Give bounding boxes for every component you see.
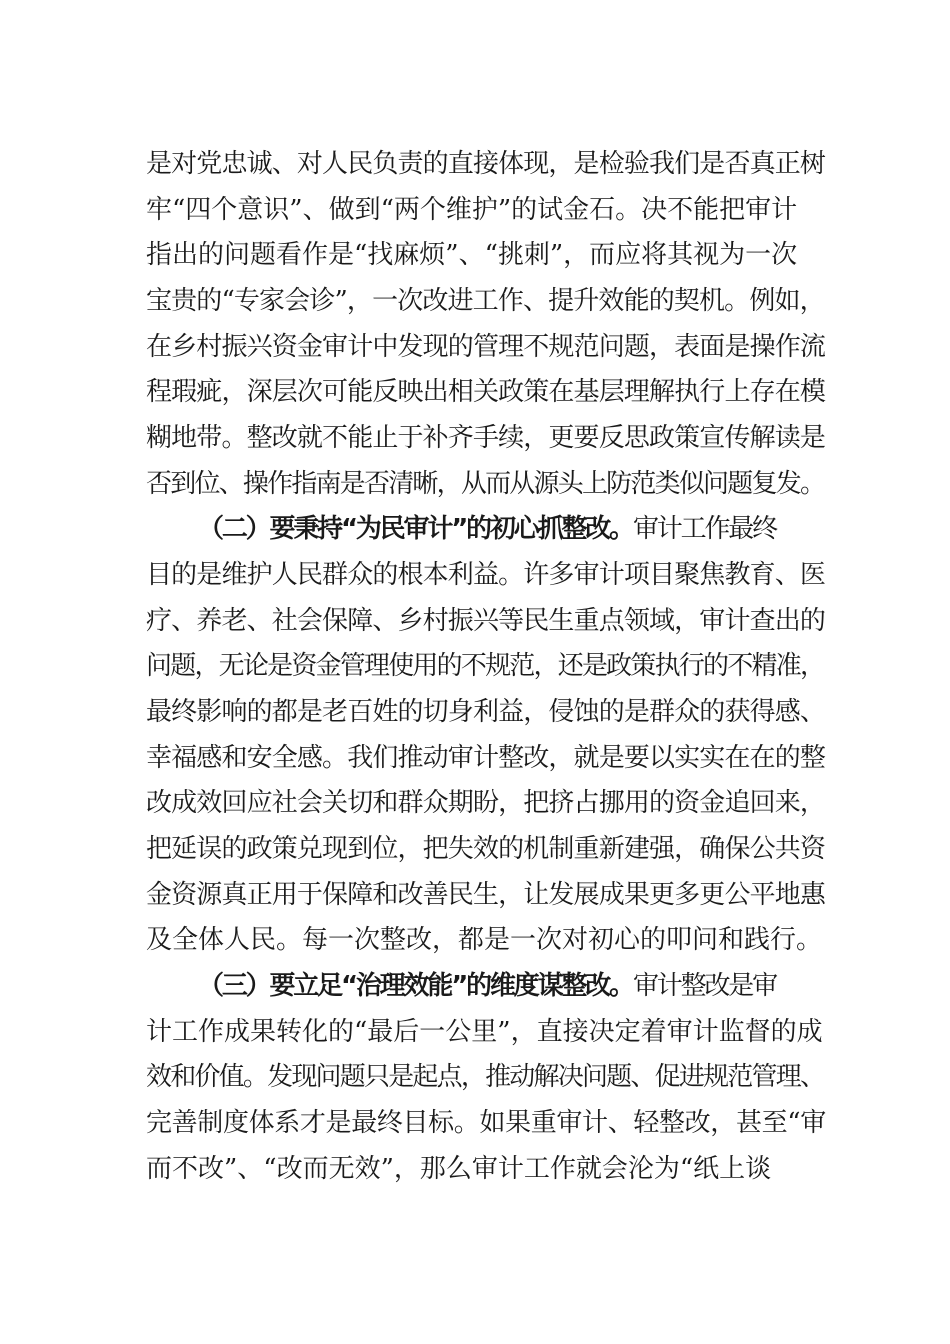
section-2-heading: （二）要秉持“为民审计”的初心抓整改。 bbox=[198, 514, 633, 544]
body-line: 计工作成果转化的“最后一公里”，直接决定着审计监督的成 bbox=[146, 1017, 823, 1047]
body-line: 金资源真正用于保障和改善民生，让发展成果更多更公平地惠 bbox=[146, 880, 826, 910]
section-3-lead: 审计整改是审 bbox=[632, 971, 776, 1001]
body-line: 是对党忠诚、对人民负责的直接体现，是检验我们是否真正树 bbox=[146, 149, 826, 179]
body-line: 效和价值。发现问题只是起点，推动解决问题、促进规范管理、 bbox=[146, 1062, 825, 1092]
body-line: 牢“四个意识”、做到“两个维护”的试金石。决不能把审计 bbox=[146, 195, 798, 225]
body-line: 改成效回应社会关切和群众期盼，把挤占挪用的资金追回来， bbox=[146, 788, 826, 818]
body-line: 及全体人民。每一次整改，都是一次对初心的叩问和践行。 bbox=[146, 925, 823, 955]
body-line: 最终影响的都是老百姓的切身利益，侵蚀的是群众的获得感、 bbox=[146, 697, 826, 727]
section-2-first-line bbox=[198, 512, 878, 546]
body-line: 在乡村振兴资金审计中发现的管理不规范问题，表面是操作流 bbox=[146, 332, 826, 362]
body-line: 程瑕疵，深层次可能反映出相关政策在基层理解执行上存在模 bbox=[146, 377, 826, 407]
body-line: 宝贵的“专家会诊”，一次改进工作、提升效能的契机。例如， bbox=[146, 286, 825, 316]
body-line: 疗、养老、社会保障、乡村振兴等民生重点领域，审计查出的 bbox=[146, 606, 826, 636]
body-line: 把延误的政策兑现到位，把失效的机制重新建强，确保公共资 bbox=[146, 834, 826, 864]
body-line: 问题，无论是资金管理使用的不规范，还是政策执行的不精准， bbox=[146, 651, 825, 681]
body-line: 完善制度体系才是最终目标。如果重审计、轻整改，甚至“审 bbox=[146, 1108, 826, 1138]
body-line: 否到位、操作指南是否清晰，从而从源头上防范类似问题复发。 bbox=[146, 469, 825, 499]
body-line: 糊地带。整改就不能止于补齐手续，更要反思政策宣传解读是 bbox=[146, 423, 826, 453]
section-2-lead: 审计工作最终 bbox=[632, 514, 776, 544]
body-line: 目的是维护人民群众的根本利益。许多审计项目聚焦教育、医 bbox=[146, 560, 826, 590]
body-line: 幸福感和安全感。我们推动审计整改，就是要以实实在在的整 bbox=[146, 743, 826, 773]
section-3-heading: （三）要立足“治理效能”的维度谋整改。 bbox=[198, 971, 633, 1001]
section-3-first-line bbox=[198, 969, 878, 1003]
body-line: 指出的问题看作是“找麻烦”、“挑刺”，而应将其视为一次 bbox=[146, 240, 798, 270]
body-line: 而不改”、“改而无效”，那么审计工作就会沦为“纸上谈 bbox=[146, 1154, 772, 1184]
